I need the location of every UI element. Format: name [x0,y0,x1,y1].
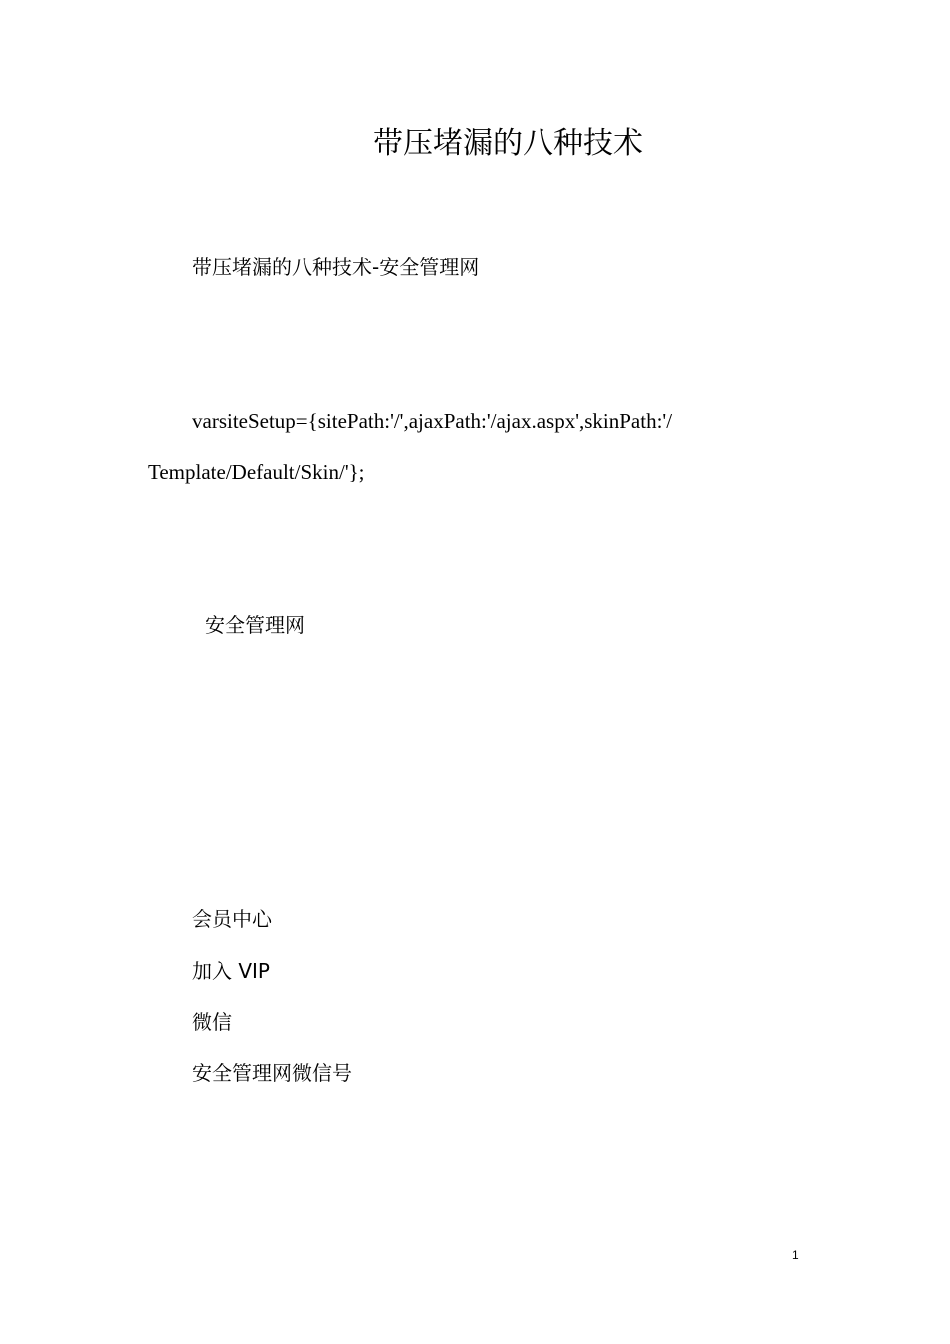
wechat-account-link[interactable]: 安全管理网微信号 [192,1061,352,1085]
join-vip-link[interactable]: 加入 VIP [192,959,270,983]
page-number: 1 [792,1248,799,1262]
code-line-2: Template/Default/Skin/'}; [148,460,365,484]
code-line-1: varsiteSetup={sitePath:'/',ajaxPath:'/ajax.aspx',skinPath:'/ [192,409,673,433]
wechat-link[interactable]: 微信 [192,1010,232,1034]
member-center-link[interactable]: 会员中心 [192,907,272,931]
document-title: 带压堵漏的八种技术 [373,126,643,161]
site-name-link[interactable]: 安全管理网 [205,613,305,637]
subtitle-line: 带压堵漏的八种技术-安全管理网 [192,255,480,279]
